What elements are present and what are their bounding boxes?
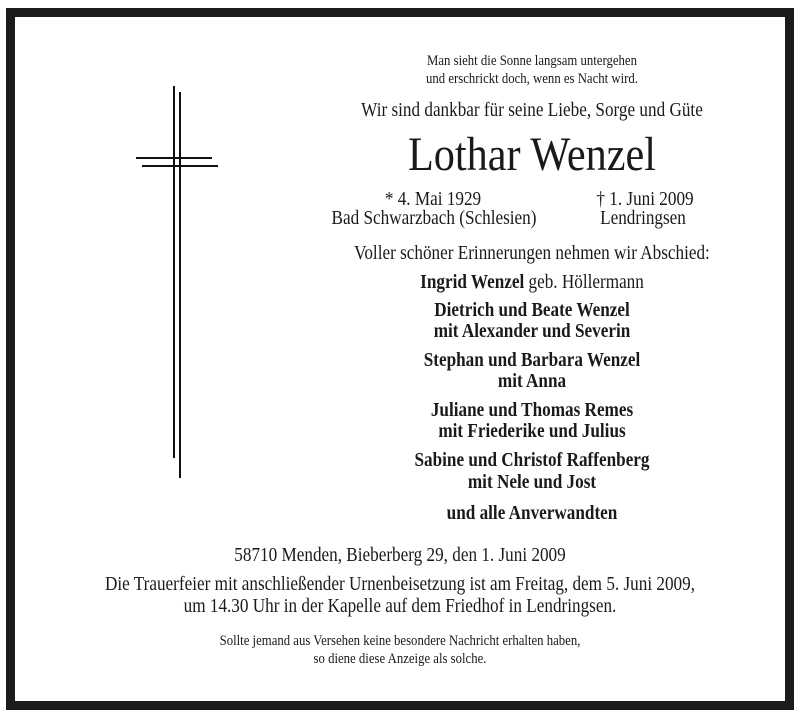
- death-date: † 1. Juni 2009: [596, 189, 694, 210]
- funeral-line-1: Die Trauerfeier mit anschließender Urnenbeisetzung ist am Freitag, dem 5. Juni 2009,: [105, 574, 695, 595]
- notice-line-2: so diene diese Anzeige als solche.: [313, 651, 487, 667]
- birth-date: * 4. Mai 1929: [384, 189, 482, 210]
- family-line: Stephan und Barbara Wenzel: [423, 350, 641, 371]
- family-line: mit Anna: [497, 371, 567, 392]
- family-line: mit Alexander und Severin: [433, 321, 631, 342]
- quote-line-1: Man sieht die Sonne langsam untergehen: [427, 53, 637, 69]
- family-line: mit Friederike und Julius: [438, 421, 626, 442]
- family-line: mit Nele und Jost: [467, 472, 597, 493]
- notice-line-1: Sollte jemand aus Versehen keine besondere Nachricht erhalten haben,: [219, 633, 581, 649]
- address-line: 58710 Menden, Bieberberg 29, den 1. Juni 2009: [234, 545, 566, 566]
- family-line: Dietrich und Beate Wenzel: [434, 300, 630, 321]
- widow-name: Ingrid Wenzel: [420, 272, 525, 293]
- family-line: Juliane und Thomas Remes: [430, 400, 634, 421]
- birth-place: Bad Schwarzbach (Schlesien): [331, 208, 537, 229]
- deceased-name: Lothar Wenzel: [408, 128, 656, 181]
- quote-line-2: und erschrickt doch, wenn es Nacht wird.: [426, 71, 638, 87]
- widow-line: [420, 273, 644, 293]
- gratitude-line: Wir sind dankbar für seine Liebe, Sorge und Güte: [361, 100, 703, 121]
- farewell-line: Voller schöner Erinnerungen nehmen wir Abschied:: [354, 243, 710, 264]
- death-place: Lendringsen: [600, 208, 686, 229]
- funeral-line-2: um 14.30 Uhr in der Kapelle auf dem Friedhof in Lendringsen.: [183, 596, 617, 617]
- family-line: Sabine und Christof Raffenberg: [414, 450, 650, 471]
- relatives-line: und alle Anverwandten: [446, 503, 618, 524]
- widow-maiden-name: geb. Höllermann: [524, 272, 644, 293]
